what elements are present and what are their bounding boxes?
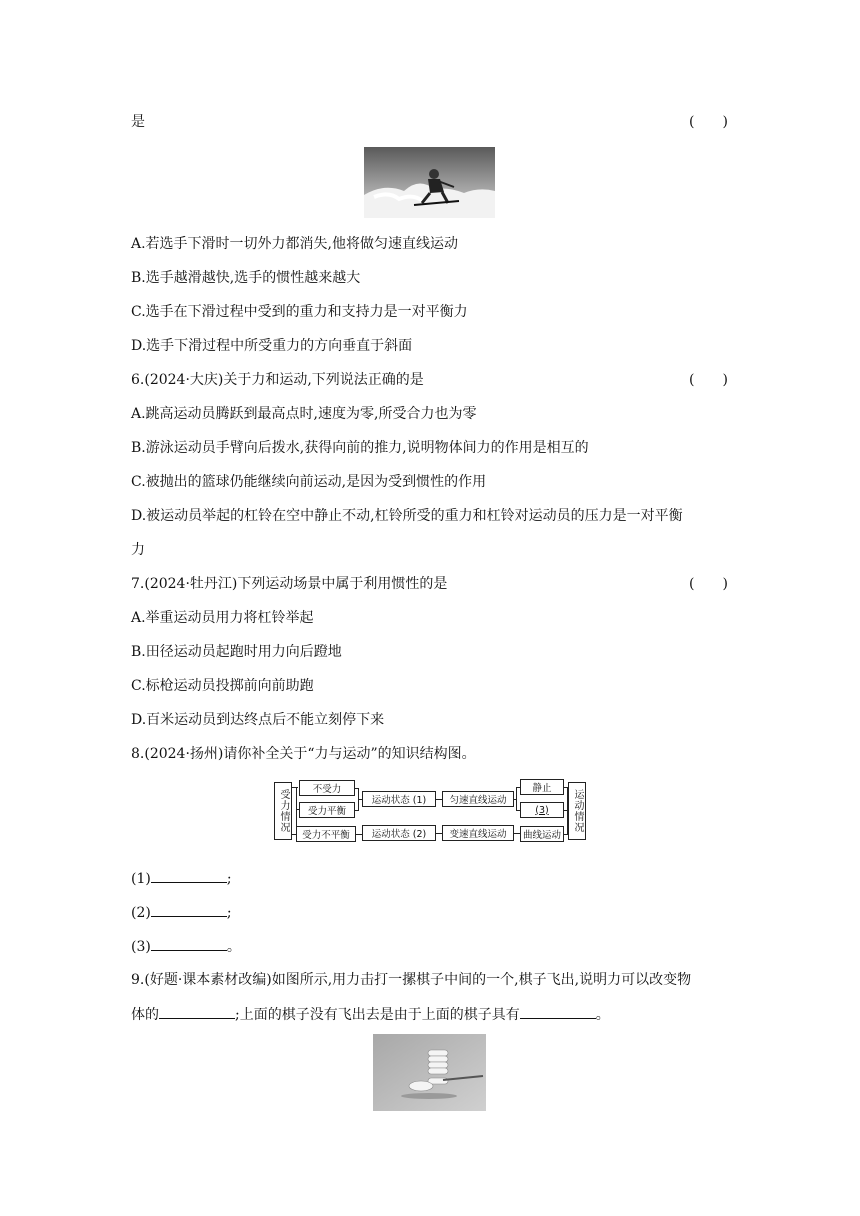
q9-text-b: ;上面的棋子没有飞出去是由于上面的棋子具有 bbox=[235, 1007, 520, 1023]
chess-pieces-photo bbox=[373, 1034, 486, 1111]
force-unbalanced-box: 受力不平衡 bbox=[296, 826, 356, 842]
answer-punct: ; bbox=[226, 871, 232, 887]
q6-option-c: C.被抛出的篮球仍能继续向前运动,是因为受到惯性的作用 bbox=[131, 474, 487, 490]
q8-answer-2 bbox=[131, 902, 232, 923]
q9-text-c: 。 bbox=[595, 1007, 610, 1023]
uniform-linear-motion-box: 匀速直线运动 bbox=[442, 791, 514, 807]
fill-blank[interactable] bbox=[151, 902, 227, 917]
fill-blank[interactable] bbox=[151, 936, 227, 951]
q6-option-a: A.跳高运动员腾跃到最高点时,速度为零,所受合力也为零 bbox=[131, 406, 477, 422]
q7-stem: 7.(2024·牡丹江)下列运动场景中属于利用惯性的是 bbox=[131, 576, 448, 592]
answer-punct: 。 bbox=[226, 939, 241, 955]
q5-option-b: B.选手越滑越快,选手的惯性越来越大 bbox=[131, 270, 361, 286]
fill-blank[interactable] bbox=[520, 1004, 596, 1019]
q5-option-c: C.选手在下滑过程中受到的重力和支持力是一对平衡力 bbox=[131, 304, 468, 320]
q8-stem: 8.(2024·扬州)请你补全关于“力与运动”的知识结构图。 bbox=[131, 746, 476, 762]
fill-blank[interactable] bbox=[151, 868, 227, 883]
q9-stem-line1: 9.(好题·课本素材改编)如图所示,用力击打一摞棋子中间的一个,棋子飞出,说明力可以改变物 bbox=[131, 972, 692, 988]
q5-option-a: A.若选手下滑时一切外力都消失,他将做匀速直线运动 bbox=[131, 236, 459, 252]
q9-text-a: 体的 bbox=[131, 1007, 159, 1023]
q8-answer-1 bbox=[131, 868, 232, 889]
motion-situation-label bbox=[568, 782, 586, 840]
answer-parentheses: ( ) bbox=[689, 576, 728, 592]
variable-linear-motion-box: 变速直线运动 bbox=[442, 825, 514, 841]
answer-parentheses: ( ) bbox=[689, 114, 728, 130]
rest-box: 静止 bbox=[520, 779, 564, 795]
q5-stem-tail: 是 bbox=[131, 114, 145, 130]
blank-3-box: (3) bbox=[520, 802, 564, 818]
q6-option-d: D.被运动员举起的杠铃在空中静止不动,杠铃所受的重力和杠铃对运动员的压力是一对平衡 bbox=[131, 508, 683, 524]
skier-photo bbox=[364, 147, 495, 218]
force-balanced-box: 受力平衡 bbox=[299, 802, 355, 818]
q7-option-b: B.田径运动员起跑时用力向后蹬地 bbox=[131, 644, 342, 660]
connector bbox=[292, 787, 298, 788]
q5-option-d: D.选手下滑过程中所受重力的方向垂直于斜面 bbox=[131, 338, 413, 354]
answer-label: (2) bbox=[131, 905, 151, 921]
motion-state-2-box: 运动状态 (2) bbox=[362, 825, 436, 841]
fill-blank[interactable] bbox=[159, 1004, 235, 1019]
connector bbox=[516, 787, 517, 811]
curved-motion-box: 曲线运动 bbox=[520, 826, 564, 842]
answer-label: (1) bbox=[131, 871, 151, 887]
q6-option-b: B.游泳运动员手臂向后拨水,获得向前的推力,说明物体间力的作用是相互的 bbox=[131, 440, 589, 456]
answer-parentheses: ( ) bbox=[689, 372, 728, 388]
q7-option-a: A.举重运动员用力将杠铃举起 bbox=[131, 610, 314, 626]
motion-state-1-box: 运动状态 (1) bbox=[362, 791, 436, 807]
force-situation-text: 受力情况 bbox=[278, 789, 289, 833]
q7-option-d: D.百米运动员到达终点后不能立刻停下来 bbox=[131, 712, 385, 728]
q7-option-c: C.标枪运动员投掷前向前助跑 bbox=[131, 678, 314, 694]
force-situation-label bbox=[274, 782, 292, 840]
q9-stem-line2 bbox=[131, 1004, 610, 1025]
q6-option-d-cont: 力 bbox=[131, 542, 145, 558]
motion-situation-text: 运动情况 bbox=[572, 789, 583, 833]
q6-stem: 6.(2024·大庆)关于力和运动,下列说法正确的是 bbox=[131, 372, 424, 388]
force-none-box: 不受力 bbox=[299, 780, 355, 796]
answer-punct: ; bbox=[226, 905, 232, 921]
answer-label: (3) bbox=[131, 939, 151, 955]
q8-answer-3 bbox=[131, 936, 241, 957]
knowledge-structure-diagram bbox=[274, 778, 586, 844]
